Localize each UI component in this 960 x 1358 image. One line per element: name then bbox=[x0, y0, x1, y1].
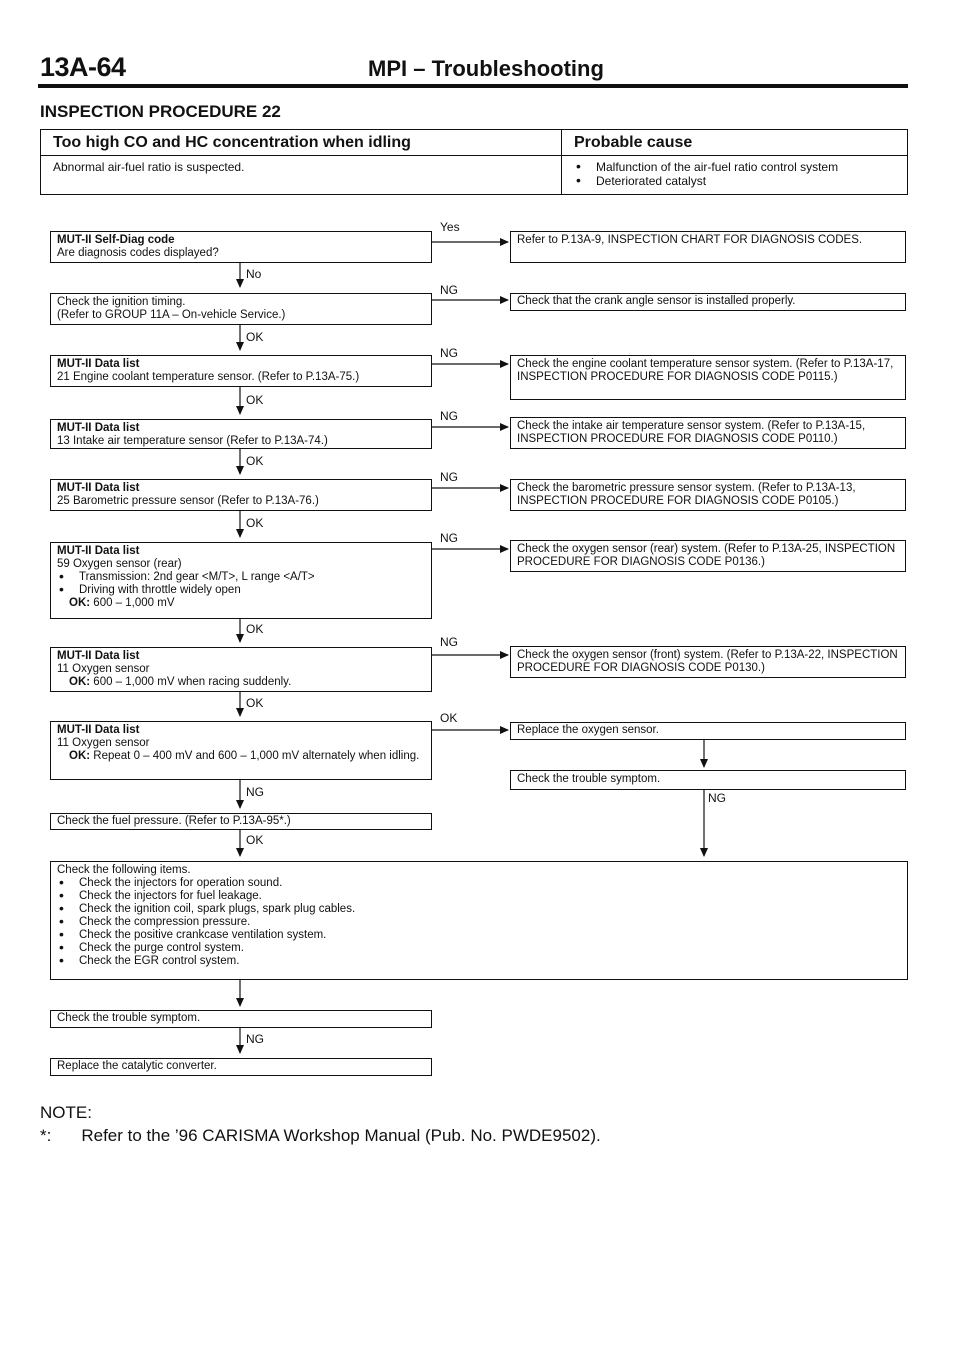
result-coolant-sensor bbox=[510, 355, 906, 400]
result-barometric-sensor bbox=[510, 479, 906, 511]
cause-item: • Malfunction of the air-fuel ratio control system bbox=[574, 160, 895, 174]
step-text: 25 Barometric pressure sensor (Refer to P.13A-76.) bbox=[57, 495, 319, 507]
note-heading: NOTE: bbox=[40, 1103, 92, 1122]
result-text: Check the engine coolant temperature sensor system. (Refer to P.13A-17, INSPECTION PROCEDURE FOR DIAGNOSIS CODE P0115.) bbox=[517, 358, 894, 383]
step-data-list-25 bbox=[50, 479, 432, 511]
page-number: 13A-64 bbox=[40, 52, 126, 82]
step-text: Are diagnosis codes displayed? bbox=[57, 247, 219, 259]
check-item: • Check the compression pressure. bbox=[57, 916, 901, 929]
label-ok: OK bbox=[246, 622, 264, 636]
step-data-list-11-racing bbox=[50, 647, 432, 692]
step-text: Check the ignition timing. bbox=[57, 296, 186, 308]
result-text: Replace the oxygen sensor. bbox=[517, 724, 659, 736]
step-text: (Refer to GROUP 11A – On-vehicle Service.) bbox=[57, 309, 286, 321]
step-text: Check the trouble symptom. bbox=[57, 1012, 201, 1024]
step-text: Replace the catalytic converter. bbox=[57, 1060, 217, 1072]
step-text: Check the fuel pressure. (Refer to P.13A-95*.) bbox=[57, 815, 291, 827]
label-no: No bbox=[246, 267, 262, 281]
step-data-list-13 bbox=[50, 419, 432, 449]
result-oxygen-rear bbox=[510, 540, 906, 572]
step-replace-catalytic bbox=[50, 1058, 432, 1076]
condition-list bbox=[57, 571, 425, 597]
step-text: 21 Engine coolant temperature sensor. (Refer to P.13A-75.) bbox=[57, 371, 360, 383]
step-title: MUT-II Data list bbox=[57, 650, 140, 662]
result-text: Check the oxygen sensor (rear) system. (Refer to P.13A-25, INSPECTION PROCEDURE FOR DIAGNOSIS CODE P0136.) bbox=[517, 543, 896, 568]
step-title: MUT-II Data list bbox=[57, 724, 140, 736]
step-data-list-59 bbox=[50, 542, 432, 619]
label-ng: NG bbox=[440, 283, 458, 297]
note-marker: *: bbox=[40, 1126, 52, 1145]
step-title: Check the following items. bbox=[57, 864, 191, 876]
step-check-items bbox=[50, 861, 908, 980]
label-ok: OK bbox=[246, 330, 264, 344]
condition-item: • Transmission: 2nd gear <M/T>, L range <A/T> bbox=[57, 571, 425, 584]
step-trouble-symptom bbox=[50, 1010, 432, 1028]
check-item: • Check the injectors for operation sound. bbox=[57, 877, 901, 890]
step-data-list-21 bbox=[50, 355, 432, 387]
result-text: Refer to P.13A-9, INSPECTION CHART FOR DIAGNOSIS CODES. bbox=[517, 234, 863, 246]
result-text: Check that the crank angle sensor is installed properly. bbox=[517, 295, 796, 307]
ok-value: Repeat 0 – 400 mV and 600 – 1,000 mV alternately when idling. bbox=[93, 750, 420, 762]
ok-value: 600 – 1,000 mV when racing suddenly. bbox=[93, 676, 292, 688]
result-text: Check the intake air temperature sensor system. (Refer to P.13A-15, INSPECTION PROCEDURE FOR DIAGNOSIS CODE P0110.) bbox=[517, 420, 866, 445]
result-intake-air-sensor bbox=[510, 417, 906, 449]
label-yes: Yes bbox=[440, 220, 460, 234]
cause-header: Probable cause bbox=[562, 130, 908, 156]
result-replace-oxygen bbox=[510, 722, 906, 740]
condition-item: • Driving with throttle widely open bbox=[57, 584, 425, 597]
step-text: 11 Oxygen sensor bbox=[57, 663, 150, 675]
step-title: MUT-II Data list bbox=[57, 358, 140, 370]
label-ng: NG bbox=[440, 635, 458, 649]
label-ng: NG bbox=[246, 1032, 264, 1046]
label-ng: NG bbox=[708, 791, 726, 805]
note-text bbox=[40, 1126, 601, 1146]
ok-label: OK: bbox=[69, 597, 91, 609]
check-item: • Check the injectors for fuel leakage. bbox=[57, 890, 901, 903]
check-item: • Check the EGR control system. bbox=[57, 955, 901, 968]
label-ng: NG bbox=[440, 531, 458, 545]
section-title: MPI – Troubleshooting bbox=[368, 56, 604, 81]
ok-label: OK: bbox=[69, 750, 91, 762]
note-reference: Refer to the ’96 CARISMA Workshop Manual (Pub. No. PWDE9502). bbox=[81, 1126, 601, 1145]
symptom-header: Too high CO and HC concentration when idling bbox=[41, 130, 562, 156]
label-ng: NG bbox=[440, 346, 458, 360]
label-ng: NG bbox=[440, 409, 458, 423]
label-ok: OK bbox=[246, 393, 264, 407]
step-data-list-11-idling bbox=[50, 721, 432, 780]
procedure-title: INSPECTION PROCEDURE 22 bbox=[40, 102, 281, 121]
step-title: MUT-II Data list bbox=[57, 482, 140, 494]
label-ok: OK bbox=[440, 711, 458, 725]
label-ok: OK bbox=[246, 516, 264, 530]
step-text: 11 Oxygen sensor bbox=[57, 737, 150, 749]
result-text: Check the oxygen sensor (front) system. (Refer to P.13A-22, INSPECTION PROCEDURE FOR DIAGNOSIS CODE P0130.) bbox=[517, 649, 898, 674]
check-item: • Check the purge control system. bbox=[57, 942, 901, 955]
label-ok: OK bbox=[246, 454, 264, 468]
step-self-diag bbox=[50, 231, 432, 263]
result-oxygen-front bbox=[510, 646, 906, 678]
label-ok: OK bbox=[246, 833, 264, 847]
label-ok: OK bbox=[246, 696, 264, 710]
check-item: • Check the ignition coil, spark plugs, spark plug cables. bbox=[57, 903, 901, 916]
result-text: Check the barometric pressure sensor system. (Refer to P.13A-13, INSPECTION PROCEDURE FOR DIAGNOSIS CODE P0105.) bbox=[517, 482, 856, 507]
step-text: 59 Oxygen sensor (rear) bbox=[57, 558, 182, 570]
check-item: • Check the positive crankcase ventilation system. bbox=[57, 929, 901, 942]
step-title: MUT-II Data list bbox=[57, 422, 140, 434]
ok-value: 600 – 1,000 mV bbox=[93, 597, 175, 609]
symptom-text: Abnormal air-fuel ratio is suspected. bbox=[41, 156, 562, 195]
label-ng: NG bbox=[246, 785, 264, 799]
cause-item: • Deteriorated catalyst bbox=[574, 174, 895, 188]
step-text: 13 Intake air temperature sensor (Refer to P.13A-74.) bbox=[57, 435, 328, 447]
step-fuel-pressure bbox=[50, 813, 432, 830]
label-ng: NG bbox=[440, 470, 458, 484]
step-title: MUT-II Data list bbox=[57, 545, 140, 557]
result-text: Check the trouble symptom. bbox=[517, 773, 661, 785]
result-crank-sensor bbox=[510, 293, 906, 311]
check-list bbox=[57, 877, 901, 968]
ok-label: OK: bbox=[69, 676, 91, 688]
result-diag-chart bbox=[510, 231, 906, 263]
step-ignition-timing bbox=[50, 293, 432, 325]
step-title: MUT-II Self-Diag code bbox=[57, 234, 175, 246]
result-trouble-symptom bbox=[510, 770, 906, 790]
